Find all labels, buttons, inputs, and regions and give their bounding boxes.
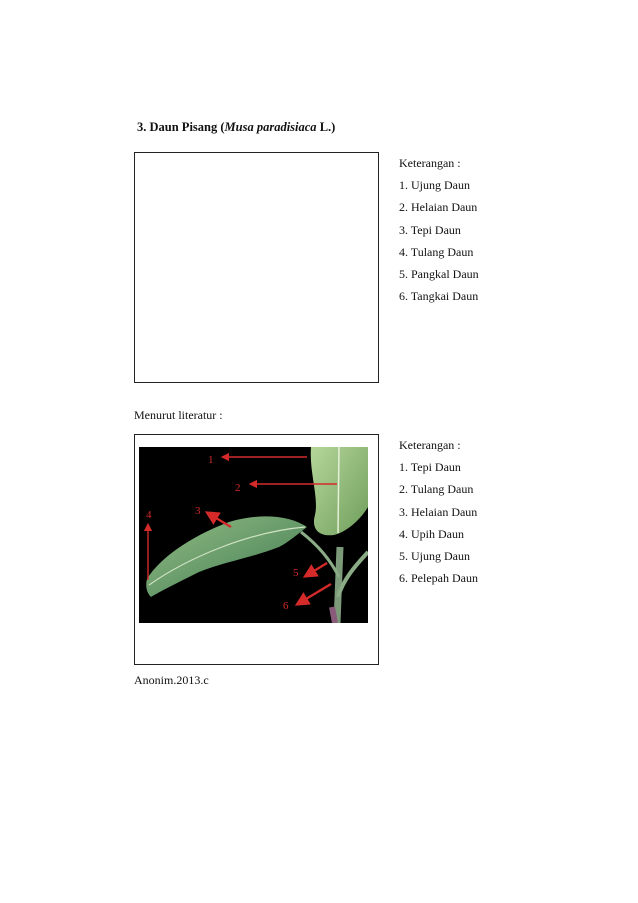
legend-item: 2. Helaian Daun (399, 200, 478, 215)
legend-item: 1. Tepi Daun (399, 460, 461, 475)
source-citation: Anonim.2013.c (134, 673, 209, 687)
legend-item: 2. Tulang Daun (399, 482, 474, 497)
legend-item: 3. Tepi Daun (399, 222, 461, 237)
heading-prefix: 3. Daun Pisang ( (137, 120, 225, 134)
legend-item: 1. Ujung Daun (399, 178, 470, 193)
legend-item: 4. Tulang Daun (399, 244, 474, 259)
legend-title: Keterangan : (399, 438, 461, 452)
photo-label: 5 (293, 567, 299, 579)
observation-image-frame (134, 152, 379, 383)
observation-legend (399, 152, 479, 307)
heading-suffix: L.) (316, 120, 336, 134)
literature-caption: Menurut literatur : (134, 408, 223, 422)
legend-item: 6. Pelepah Daun (399, 571, 478, 586)
photo-label: 4 (146, 509, 152, 521)
photo-label: 6 (283, 600, 289, 612)
legend-item: 3. Helaian Daun (399, 504, 478, 519)
banana-leaf-photo (139, 447, 368, 623)
legend-item: 4. Upih Daun (399, 526, 464, 541)
species-name: Musa paradisiaca (224, 120, 317, 134)
photo-label: 3 (195, 505, 201, 517)
photo-label: 2 (235, 482, 241, 494)
literature-legend (399, 434, 478, 589)
legend-item: 6. Tangkai Daun (399, 289, 479, 304)
section-heading (137, 120, 335, 135)
legend-title: Keterangan : (399, 156, 461, 170)
legend-item: 5. Ujung Daun (399, 549, 470, 564)
photo-label: 1 (208, 454, 214, 466)
legend-item: 5. Pangkal Daun (399, 267, 479, 282)
